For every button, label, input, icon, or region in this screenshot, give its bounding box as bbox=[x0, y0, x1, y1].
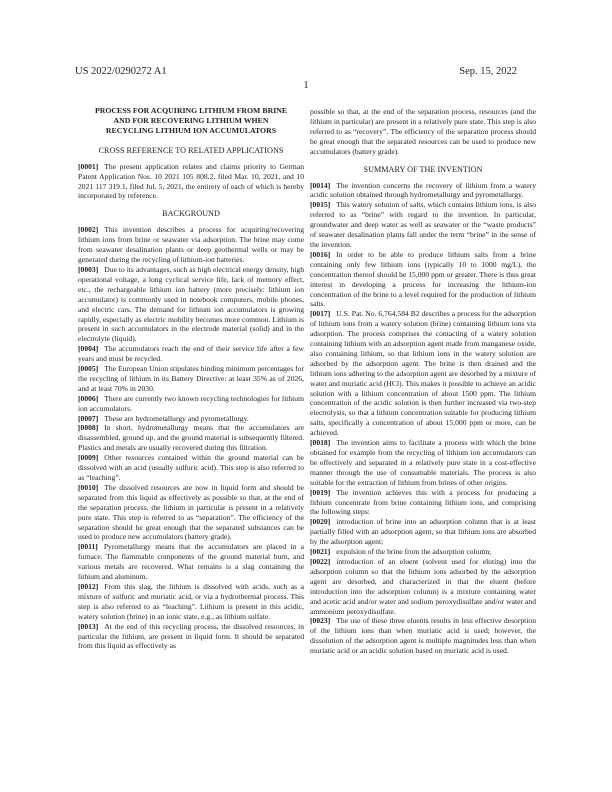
paragraph-0003: [0003] Due to its advantages, such as high electrical energy density, high operational voltage, a long cyclical service life, lack of memory effect, etc., the rechargeable lithium ion battery (more precisely: lithium ion accumulator) is commonly used in notebook computers, mobile phones, and electric cars. The demand for lithium ion accumulators is growing rapidly, especially as electric mobility becomes more common. Lithium is present in such accumulators in the electrode material (solid) and in the electrolyte (liquid). bbox=[78, 264, 304, 344]
paragraph-0006: [0006] There are currently two known recycling technologies for lithium ion accumulators. bbox=[78, 393, 304, 413]
paragraph-0011: [0011] Pyrometallurgy means that the accumulators are placed in a furnace. The flammable components of the ground material burn, and various metals are recovered. What remains is a slag containing the lithium and aluminum. bbox=[78, 542, 304, 582]
paragraph-0009: [0009] Other resources contained within the ground material can be dissolved with an acid (usually sulfuric acid). This step is also referred to as “leaching”. bbox=[78, 453, 304, 482]
paragraph-0020: [0020] introduction of brine into an adsorption column that is at least partially filled with an adsorption agent, so that lithium ions are absorbed by the adsorption agent; bbox=[310, 517, 536, 547]
paragraph-0022: [0022] introduction of an eluent (solvent used for eluting) into the adsorption column so that the lithium ions adsorbed by the adsorption agent are desorbed, and characterized in that the eluent (before introduction into the adsorption column) is a mixture containing water and acetic acid and/or water and sodium peroxydisulfate and/or water and ammonium peroxydisulfate. bbox=[310, 556, 536, 616]
paragraph-0023: [0023] The use of these three eluents results in less effective desorption of the lithium ions than when muriatic acid is used; however, the dissolution of the adsorption agent is multiple magnitudes less than when muriatic acid or an acidic solution based on muriatic acid is used. bbox=[310, 616, 536, 656]
paragraph-0015: [0015] This watery solution of salts, which contains lithium ions, is also referred to as “brine” with regard to the invention. In particular, groundwater and deep water as well as seawater or the “waste products” of seawater desalination plants fall under the term “brine” in the sense of the invention. bbox=[310, 200, 536, 249]
paragraph-0001: [0001] The present application relates and claims priority to German Patent Application Nos. 10 2021 105 808.2, filed Mar. 10, 2021, and 10 2021 117 319.1, filed Jul. 5, 2021, the entirety of each of which is hereby incorporated by reference. bbox=[78, 161, 304, 201]
left-column bbox=[78, 106, 304, 651]
paragraph-0013: [0013] At the end of this recycling process, the dissolved resources, in particular the lithium, are present in liquid form. It should be separated from this liquid as effectively as bbox=[78, 621, 304, 651]
document-title: PROCESS FOR ACQUIRING LITHIUM FROM BRINE AND FOR RECOVERING LITHIUM WHEN RECYCLING LITHIUM ION ACCUMULATORS bbox=[94, 106, 288, 135]
page-number: 1 bbox=[303, 80, 309, 91]
paragraph-0014: [0014] The invention concerns the recovery of lithium from a watery acidic solution obtained through hydrometallurgy and pyrometallurgy. bbox=[310, 180, 536, 200]
paragraph-0021: [0021] expulsion of the brine from the adsorption column; bbox=[310, 547, 492, 557]
paragraph-0017: [0017] U.S. Pat. No. 6,764,584 B2 describes a process for the adsorption of lithium ions from a watery solution (brine) containing lithium ions via adsorption. The process comprises the contacting of a watery solution containing lithium with an adsorption agent made from manganese oxide, also containing lithium, so that lithium ions in the watery solution are adsorbed by the adsorption agent. The brine is then drained and the lithium ions adhering to the adsorption agent are desorbed by a mixture of water and muriatic acid (HCl). This makes it possible to achieve an acidic solution with a lithium concentration of about 1500 ppm. The lithium concentration of the acidic solution is then further increased via two-step electrolysis, so that a lithium concentration suitable for producing lithium salts, specifically a concentration of about 15,000 ppm or more, can be achieved. bbox=[310, 309, 536, 438]
paragraph-0012: [0012] From this slag, the lithium is dissolved with acids, such as a mixture of sulfuric and muriatic acid, or via a hydrothermal process. This step is also referred to as “leaching”. Lithium is present in this acidic, watery solution (brine) in an ionic state, e.g., as lithium sulfate. bbox=[78, 581, 304, 621]
section-heading-cross-reference: CROSS REFERENCE TO RELATED APPLICATIONS bbox=[98, 145, 284, 155]
paragraph-0019: [0019] The invention achieves this with a process for producing a lithium concentrate from brine containing lithium ions, and comprising the following steps: bbox=[310, 487, 536, 517]
publication-date: Sep. 15, 2022 bbox=[459, 66, 517, 77]
publication-number: US 2022/0290272 A1 bbox=[75, 66, 167, 77]
paragraph-0002: [0002] This invention describes a process for acquiring/recovering lithium ions from brine or seawater via adsorption. The brine may come from seawater desalination plants or deep geothermal wells or may be generated during the recycling of lithium-ion batteries. bbox=[78, 225, 304, 265]
paragraph-0013-continued: possible so that, at the end of the separation process, resources (and the lithium in particular) are present in a relatively pure state. This step is also referred to as “recovery”. The efficiency of the separation process should be great enough that the separated resources can be used to produce new accumulators (battery grade). bbox=[310, 107, 536, 156]
section-heading-background: BACKGROUND bbox=[162, 209, 220, 219]
paragraph-0007: [0007] These are hydrometallurgy and pyrometallurgy. bbox=[78, 413, 249, 423]
paragraph-0005: [0005] The European Union stipulates binding minimum percentages for the recycling of lithium in its Battery Directive: at least 35% as of 2026, and at least 70% in 2030. bbox=[78, 364, 304, 393]
section-heading-summary: SUMMARY OF THE INVENTION bbox=[363, 164, 483, 174]
paragraph-0018: [0018] The invention aims to facilitate a process with which the brine obtained for example from the recycling of lithium ion accumulators can be effectively and separated in a relatively pure state in a cost-effective manner through the use of consumable materials. The process is also suitable for the extraction of lithium from brines of other origins. bbox=[310, 438, 536, 487]
right-column bbox=[310, 107, 536, 656]
paragraph-0004: [0004] The accumulators reach the end of their service life after a few years and must be recycled. bbox=[78, 344, 304, 364]
paragraph-0016: [0016] In order to be able to produce lithium salts from a brine containing only few lithium ions (typically 10 to 1000 mg/L), the concentration thereof should be 15,000 ppm or greater. There is thus great interest in developing a process for increasing the lithium-ion concentration of the brine to a level required for the production of lithium salts. bbox=[310, 249, 536, 309]
paragraph-0010: [0010] The dissolved resources are now in liquid form and should be separated from this liquid as effectively as possible so that, at the end of the separation process, the lithium in particular is present in a relatively pure state. This step is referred to as “separation”. The efficiency of the separation should be great enough that the separated substances can be used to produce new accumulators (battery grade). bbox=[78, 482, 304, 542]
paragraph-0008: [0008] In short, hydrometallurgy means that the accumulators are disassembled, ground up, and the ground material is subsequently filtered. Plastics and metals are usually recovered during this filtration. bbox=[78, 423, 304, 453]
